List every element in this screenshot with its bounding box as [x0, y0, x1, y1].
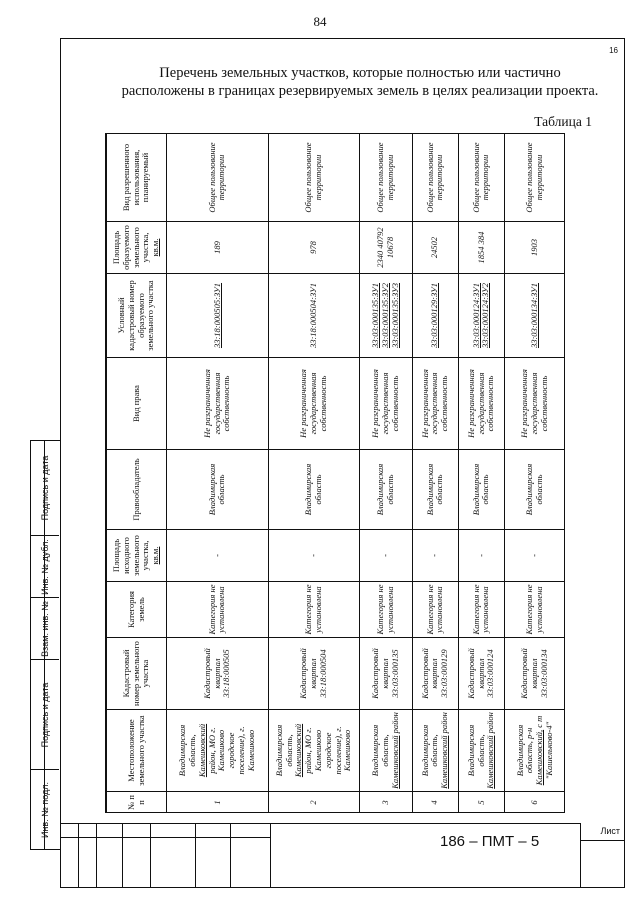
cell-right-type: Не разграниченная государственная собственность — [412, 358, 458, 450]
cell-location-c: район — [439, 712, 450, 734]
cell-num: 6 — [505, 792, 565, 814]
strip-sign-date-bottom-label: Подпись и дата — [40, 682, 50, 747]
table-row — [505, 134, 565, 814]
strip-inv-podl-label: Инв. № подл. — [40, 781, 50, 838]
strip-inv-podl — [31, 770, 59, 849]
cell-holder: Владимирская область — [167, 450, 269, 530]
header-source-area-text: Площадь исходного земельного участка, — [111, 535, 151, 576]
strip-sign-date-top-label: Подпись и дата — [40, 455, 50, 521]
header-holder: Правообладатель — [107, 450, 167, 530]
cell-location-a: Владимирская область, — [465, 724, 486, 777]
cell-cond-num: 33:03:000135:ЗУ1 33:03:000135:ЗУ2 33:03:000135:ЗУ3 — [360, 274, 413, 358]
cell-use-type: Общее пользование территории — [167, 134, 269, 222]
cell-location-c: район, МО г. Камешково городское поселение), г. Камешково — [206, 726, 256, 775]
cell-num: 5 — [458, 792, 504, 814]
header-source-area-unit: кв.м. — [150, 546, 161, 565]
stamp-col-line — [230, 823, 231, 888]
table-row — [268, 134, 359, 814]
cell-right-type: Не разграниченная государственная собственность — [458, 358, 504, 450]
cell-location — [458, 710, 504, 792]
header-category: Категория земель — [107, 582, 167, 638]
page-number-top: 84 — [313, 14, 327, 29]
cell-holder: Владимирская область — [458, 450, 504, 530]
header-cond-num: Условный кадастровый номер образуемого земельного участка — [107, 274, 167, 358]
cell-use-type: Общее пользование территории — [268, 134, 359, 222]
cell-location — [268, 710, 359, 792]
cell-location-c: район, МО г. Камешково городское поселение), г. Камешково — [303, 726, 353, 775]
cell-location-b: Камешковский — [196, 723, 207, 778]
stamp-document-code: 186 – ПМТ – 5 — [440, 833, 540, 850]
cell-location-b: Камешковский, — [534, 729, 545, 786]
cell-right-type: Не разграниченная государственная собственность — [268, 358, 359, 450]
header-new-area-unit: кв.м. — [150, 238, 161, 257]
cell-cond-num: 33:18:000505:ЗУ1 — [167, 274, 269, 358]
cell-use-type: Общее пользование территории — [360, 134, 413, 222]
cell-category: Категория не установлена — [505, 582, 565, 638]
cell-location-b: Камешковский — [389, 735, 400, 789]
cell-use-type: Общее пользование территории — [505, 134, 565, 222]
stamp-col-line — [270, 823, 271, 888]
land-plots-table — [106, 133, 565, 813]
stamp-col-line — [150, 823, 151, 888]
cell-category: Категория не установлена — [458, 582, 504, 638]
cell-new-area: 24502 — [412, 222, 458, 274]
table-row — [412, 134, 458, 814]
cell-location-b: Камешковский — [293, 723, 304, 778]
cell-new-area: 2340 40792 10678 — [360, 222, 413, 274]
stamp-col-line — [78, 823, 79, 888]
cell-new-area: 978 — [268, 222, 359, 274]
land-plots-table-wrapper — [105, 133, 565, 813]
cell-cond-num: 33:03:000134:ЗУ1 — [505, 274, 565, 358]
cell-location-a: Владимирская область, — [177, 724, 198, 777]
cell-use-type: Общее пользование территории — [458, 134, 504, 222]
table-label: Таблица 1 — [534, 114, 592, 129]
header-cadastral: Кадастровый номер земельного участка — [107, 638, 167, 710]
cell-location — [505, 710, 565, 792]
cell-holder: Владимирская область — [268, 450, 359, 530]
cell-source-area: - — [167, 530, 269, 582]
cell-category: Категория не установлена — [268, 582, 359, 638]
table-row — [167, 134, 269, 814]
header-use-type: Вид разрешенного использования, планируемый — [107, 134, 167, 222]
cell-cadastral: Кадастровый квартал 33:18:000504 — [268, 638, 359, 710]
cell-use-type: Общее пользование территории — [412, 134, 458, 222]
cell-cadastral: Кадастровый квартал 33:18:000505 — [167, 638, 269, 710]
cell-cond-num: 33:03:000124:ЗУ1 33:03:000124:ЗУ2 — [458, 274, 504, 358]
cell-location-c: район — [389, 712, 400, 734]
cell-holder: Владимирская область — [505, 450, 565, 530]
cell-new-area: 1903 — [505, 222, 565, 274]
strip-inv-dubl — [31, 536, 59, 598]
cell-right-type: Не разграниченная государственная собственность — [167, 358, 269, 450]
cell-location — [167, 710, 269, 792]
strip-vzam-inv — [31, 598, 59, 660]
side-stamp-strip — [30, 440, 60, 850]
header-source-area — [107, 530, 167, 582]
cell-category: Категория не установлена — [412, 582, 458, 638]
header-right-type: Вид права — [107, 358, 167, 450]
table-row — [458, 134, 504, 814]
cell-right-type: Не разграниченная государственная собственность — [360, 358, 413, 450]
header-new-area — [107, 222, 167, 274]
cell-category: Категория не установлена — [360, 582, 413, 638]
cell-new-area: 1854 384 — [458, 222, 504, 274]
cell-new-area: 189 — [167, 222, 269, 274]
header-location: Местоположение земельного участка — [107, 710, 167, 792]
cell-category: Категория не установлена — [167, 582, 269, 638]
cell-holder: Владимирская область — [360, 450, 413, 530]
cell-num: 1 — [167, 792, 269, 814]
header-new-area-text: Площадь образуемого земельного участка, — [111, 225, 151, 270]
cell-source-area: - — [505, 530, 565, 582]
stamp-sheet-separator — [580, 840, 625, 841]
cell-cadastral: Кадастровый квартал 33:03:000134 — [505, 638, 565, 710]
document-title: Перечень земельных участков, которые полностью или частично расположены в границах резервируемых земель в целях реализации проекта. — [121, 65, 599, 99]
cell-location-a: Владимирская область, р-н — [514, 724, 535, 777]
cell-source-area: - — [458, 530, 504, 582]
strip-divider — [44, 440, 45, 850]
table-row — [360, 134, 413, 814]
strip-inv-dubl-label: Инв. № дубл. — [40, 538, 50, 595]
cell-location-b: Камешковский — [439, 735, 450, 789]
cell-source-area: - — [412, 530, 458, 582]
strip-sign-date-bottom — [31, 660, 59, 770]
stamp-sheet-label: Лист — [600, 826, 620, 836]
cell-location-c: район — [485, 712, 496, 734]
cell-location-a: Владимирская область, — [273, 724, 294, 777]
stamp-col-line — [122, 823, 123, 888]
cell-source-area: - — [268, 530, 359, 582]
cell-cadastral: Кадастровый квартал 33:03:000135 — [360, 638, 413, 710]
strip-vzam-inv-label: Взам. инв. № — [40, 600, 50, 657]
cell-num: 3 — [360, 792, 413, 814]
header-num: № п п — [107, 792, 167, 814]
table-header-row — [107, 134, 167, 814]
stamp-top-line — [60, 823, 580, 824]
strip-sign-date-top — [31, 441, 59, 536]
cell-num: 2 — [268, 792, 359, 814]
cell-num: 4 — [412, 792, 458, 814]
cell-cadastral: Кадастровый квартал 33:03:000129 — [412, 638, 458, 710]
cell-location-a: Владимирская область, — [370, 724, 391, 777]
cell-location — [360, 710, 413, 792]
cell-source-area: - — [360, 530, 413, 582]
stamp-col-line — [195, 823, 196, 888]
cell-location-b: Камешковский — [485, 735, 496, 789]
cell-right-type: Не разграниченная государственная собственность — [505, 358, 565, 450]
cell-holder: Владимирская область — [412, 450, 458, 530]
cell-cond-num: 33:03:000129:ЗУ1 — [412, 274, 458, 358]
cell-cadastral: Кадастровый квартал 33:03:000124 — [458, 638, 504, 710]
cell-location-c: с т "Кашельково-4" — [534, 715, 554, 780]
sheet-corner-number: 16 — [609, 46, 618, 55]
cell-location-a: Владимирская область, — [419, 724, 440, 777]
cell-location — [412, 710, 458, 792]
stamp-col-line — [96, 823, 97, 888]
stamp-row-line — [60, 837, 270, 838]
cell-cond-num: 33:18:000504:ЗУ1 — [268, 274, 359, 358]
